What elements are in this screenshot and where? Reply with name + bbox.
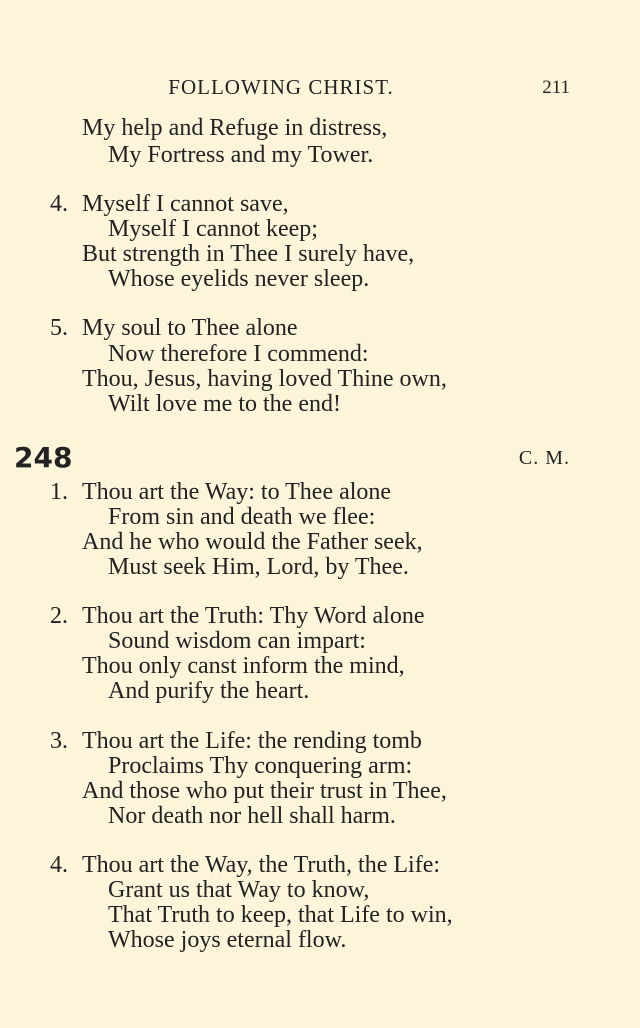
verse-line: From sin and death we flee: <box>108 504 376 530</box>
verse-line: Grant us that Way to know, <box>108 877 370 903</box>
verse-line: My soul to Thee alone <box>82 315 298 341</box>
stanza-number: 5. <box>50 315 68 341</box>
stanza-number: 3. <box>50 728 68 754</box>
hymn-number: 248 <box>14 441 73 474</box>
verse-line: Thou art the Life: the rending tomb <box>82 728 422 754</box>
verse-line: Now therefore I commend: <box>108 341 369 367</box>
verse-line: But strength in Thee I surely have, <box>82 241 415 267</box>
verse-line: Thou art the Way: to Thee alone <box>82 479 392 505</box>
verse-line: And he who would the Father seek, <box>82 529 423 555</box>
page-number: 211 <box>542 77 570 98</box>
verse-line: Thou only canst inform the mind, <box>82 653 405 679</box>
verse-line: Thou art the Way, the Truth, the Life: <box>82 852 441 878</box>
verse-line: Myself I cannot keep; <box>108 216 318 242</box>
verse-line: Whose joys eternal flow. <box>108 927 347 953</box>
verse-line: Myself I cannot save, <box>82 191 289 217</box>
running-header: FOLLOWING CHRIST. <box>168 75 394 99</box>
verse-line: And purify the heart. <box>108 678 310 704</box>
verse-line: My help and Refuge in distress, <box>82 115 388 141</box>
verse-line: Sound wisdom can impart: <box>108 628 366 654</box>
verse-line: Must seek Him, Lord, by Thee. <box>108 554 409 580</box>
verse-line: That Truth to keep, that Life to win, <box>108 902 453 928</box>
verse-line: Wilt love me to the end! <box>108 391 341 417</box>
verse-line: Thou art the Truth: Thy Word alone <box>82 603 425 629</box>
verse-line: Proclaims Thy conquering arm: <box>108 753 413 779</box>
stanza-number: 4. <box>50 852 68 878</box>
verse-line: My Fortress and my Tower. <box>108 142 374 168</box>
verse-line: And those who put their trust in Thee, <box>82 778 447 804</box>
verse-line: Thou, Jesus, having loved Thine own, <box>82 366 447 392</box>
hymn-meter: C. M. <box>518 447 570 469</box>
stanza-number: 4. <box>50 191 68 217</box>
stanza-number: 1. <box>50 479 68 505</box>
verse-line: Whose eyelids never sleep. <box>108 266 370 292</box>
verse-line: Nor death nor hell shall harm. <box>108 803 396 829</box>
stanza-number: 2. <box>50 603 68 629</box>
